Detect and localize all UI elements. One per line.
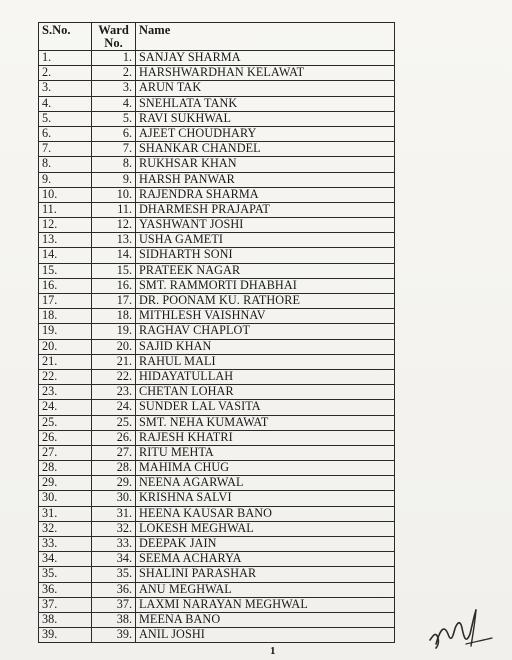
header-name: Name xyxy=(136,23,395,51)
cell-ward-no: 32. xyxy=(92,521,136,536)
cell-sno: 29. xyxy=(39,476,92,491)
table-body xyxy=(39,51,395,643)
cell-name: LAXMI NARAYAN MEGHWAL xyxy=(136,597,395,612)
cell-sno: 13. xyxy=(39,233,92,248)
table-row xyxy=(39,597,395,612)
cell-name: NEENA AGARWAL xyxy=(136,476,395,491)
cell-ward-no: 35. xyxy=(92,567,136,582)
cell-sno: 15. xyxy=(39,263,92,278)
cell-ward-no: 4. xyxy=(92,96,136,111)
cell-name: CHETAN LOHAR xyxy=(136,385,395,400)
cell-sno: 1. xyxy=(39,51,92,66)
header-ward-no xyxy=(92,23,136,51)
cell-ward-no: 15. xyxy=(92,263,136,278)
cell-ward-no: 19. xyxy=(92,324,136,339)
cell-sno: 25. xyxy=(39,415,92,430)
table-row xyxy=(39,248,395,263)
table-row xyxy=(39,430,395,445)
cell-sno: 10. xyxy=(39,187,92,202)
cell-sno: 3. xyxy=(39,81,92,96)
cell-ward-no: 31. xyxy=(92,506,136,521)
ward-members-table xyxy=(38,22,395,643)
table-row xyxy=(39,537,395,552)
cell-ward-no: 29. xyxy=(92,476,136,491)
cell-sno: 38. xyxy=(39,612,92,627)
table-row xyxy=(39,202,395,217)
table-row xyxy=(39,369,395,384)
cell-sno: 21. xyxy=(39,354,92,369)
cell-name: KRISHNA SALVI xyxy=(136,491,395,506)
table-row xyxy=(39,157,395,172)
cell-name: SMT. RAMMORTI DHABHAI xyxy=(136,278,395,293)
table-row xyxy=(39,96,395,111)
cell-name: DEEPAK JAIN xyxy=(136,537,395,552)
cell-ward-no: 36. xyxy=(92,582,136,597)
table-row xyxy=(39,461,395,476)
cell-name: USHA GAMETI xyxy=(136,233,395,248)
cell-ward-no: 3. xyxy=(92,81,136,96)
header-ward-line2: No. xyxy=(104,36,123,50)
cell-ward-no: 30. xyxy=(92,491,136,506)
cell-name: HARSH PANWAR xyxy=(136,172,395,187)
table-row xyxy=(39,567,395,582)
cell-sno: 30. xyxy=(39,491,92,506)
cell-ward-no: 27. xyxy=(92,445,136,460)
cell-name: SHANKAR CHANDEL xyxy=(136,142,395,157)
table-row xyxy=(39,111,395,126)
cell-ward-no: 10. xyxy=(92,187,136,202)
cell-sno: 2. xyxy=(39,66,92,81)
cell-sno: 20. xyxy=(39,339,92,354)
cell-sno: 36. xyxy=(39,582,92,597)
table-row xyxy=(39,233,395,248)
table-row xyxy=(39,612,395,627)
cell-name: YASHWANT JOSHI xyxy=(136,218,395,233)
cell-name: SEEMA ACHARYA xyxy=(136,552,395,567)
table-row xyxy=(39,263,395,278)
cell-name: ARUN TAK xyxy=(136,81,395,96)
cell-ward-no: 14. xyxy=(92,248,136,263)
cell-name: HARSHWARDHAN KELAWAT xyxy=(136,66,395,81)
cell-name: DR. POONAM KU. RATHORE xyxy=(136,294,395,309)
page-number: 1 xyxy=(270,645,276,657)
cell-ward-no: 39. xyxy=(92,628,136,643)
cell-ward-no: 5. xyxy=(92,111,136,126)
cell-name: AJEET CHOUDHARY xyxy=(136,126,395,141)
table-row xyxy=(39,324,395,339)
header-sno: S.No. xyxy=(39,23,92,51)
cell-name: LOKESH MEGHWAL xyxy=(136,521,395,536)
cell-ward-no: 6. xyxy=(92,126,136,141)
cell-sno: 12. xyxy=(39,218,92,233)
cell-sno: 18. xyxy=(39,309,92,324)
table-row xyxy=(39,278,395,293)
cell-ward-no: 17. xyxy=(92,294,136,309)
cell-name: SAJID KHAN xyxy=(136,339,395,354)
table-row xyxy=(39,187,395,202)
table-row xyxy=(39,81,395,96)
cell-name: RITU MEHTA xyxy=(136,445,395,460)
cell-ward-no: 21. xyxy=(92,354,136,369)
cell-sno: 23. xyxy=(39,385,92,400)
cell-name: HEENA KAUSAR BANO xyxy=(136,506,395,521)
table-row xyxy=(39,400,395,415)
cell-name: SMT. NEHA KUMAWAT xyxy=(136,415,395,430)
cell-sno: 8. xyxy=(39,157,92,172)
cell-ward-no: 16. xyxy=(92,278,136,293)
cell-name: ANU MEGHWAL xyxy=(136,582,395,597)
table-row xyxy=(39,126,395,141)
table-row xyxy=(39,582,395,597)
cell-name: RUKHSAR KHAN xyxy=(136,157,395,172)
cell-name: RAJENDRA SHARMA xyxy=(136,187,395,202)
cell-sno: 33. xyxy=(39,537,92,552)
cell-sno: 35. xyxy=(39,567,92,582)
cell-sno: 14. xyxy=(39,248,92,263)
cell-ward-no: 2. xyxy=(92,66,136,81)
table-row xyxy=(39,354,395,369)
cell-ward-no: 11. xyxy=(92,202,136,217)
cell-name: RAGHAV CHAPLOT xyxy=(136,324,395,339)
cell-name: SANJAY SHARMA xyxy=(136,51,395,66)
table-row xyxy=(39,309,395,324)
cell-sno: 17. xyxy=(39,294,92,309)
cell-ward-no: 37. xyxy=(92,597,136,612)
cell-name: SIDHARTH SONI xyxy=(136,248,395,263)
table-row xyxy=(39,172,395,187)
cell-sno: 27. xyxy=(39,445,92,460)
cell-ward-no: 22. xyxy=(92,369,136,384)
cell-ward-no: 23. xyxy=(92,385,136,400)
cell-name: MITHLESH VAISHNAV xyxy=(136,309,395,324)
cell-ward-no: 38. xyxy=(92,612,136,627)
table-row xyxy=(39,491,395,506)
cell-sno: 5. xyxy=(39,111,92,126)
cell-name: RAHUL MALI xyxy=(136,354,395,369)
table-row xyxy=(39,445,395,460)
table-row xyxy=(39,339,395,354)
cell-ward-no: 7. xyxy=(92,142,136,157)
cell-sno: 34. xyxy=(39,552,92,567)
cell-name: SHALINI PARASHAR xyxy=(136,567,395,582)
table-row xyxy=(39,506,395,521)
cell-sno: 39. xyxy=(39,628,92,643)
cell-sno: 26. xyxy=(39,430,92,445)
cell-ward-no: 25. xyxy=(92,415,136,430)
cell-name: SUNDER LAL VASITA xyxy=(136,400,395,415)
cell-ward-no: 26. xyxy=(92,430,136,445)
cell-sno: 9. xyxy=(39,172,92,187)
cell-name: PRATEEK NAGAR xyxy=(136,263,395,278)
table-row xyxy=(39,552,395,567)
cell-sno: 19. xyxy=(39,324,92,339)
cell-name: SNEHLATA TANK xyxy=(136,96,395,111)
cell-ward-no: 34. xyxy=(92,552,136,567)
cell-sno: 11. xyxy=(39,202,92,217)
table-row xyxy=(39,51,395,66)
table-row xyxy=(39,415,395,430)
cell-ward-no: 12. xyxy=(92,218,136,233)
cell-name: RAVI SUKHWAL xyxy=(136,111,395,126)
cell-ward-no: 33. xyxy=(92,537,136,552)
table-row xyxy=(39,294,395,309)
cell-sno: 37. xyxy=(39,597,92,612)
cell-sno: 31. xyxy=(39,506,92,521)
table-row xyxy=(39,628,395,643)
cell-ward-no: 24. xyxy=(92,400,136,415)
cell-name: MAHIMA CHUG xyxy=(136,461,395,476)
cell-sno: 16. xyxy=(39,278,92,293)
table-row xyxy=(39,476,395,491)
header-ward-line1: Ward xyxy=(98,23,129,37)
cell-ward-no: 13. xyxy=(92,233,136,248)
cell-ward-no: 1. xyxy=(92,51,136,66)
cell-sno: 28. xyxy=(39,461,92,476)
cell-name: HIDAYATULLAH xyxy=(136,369,395,384)
cell-name: MEENA BANO xyxy=(136,612,395,627)
cell-sno: 7. xyxy=(39,142,92,157)
handwritten-signature-icon xyxy=(426,604,496,652)
cell-ward-no: 8. xyxy=(92,157,136,172)
cell-sno: 6. xyxy=(39,126,92,141)
cell-name: RAJESH KHATRI xyxy=(136,430,395,445)
cell-name: ANIL JOSHI xyxy=(136,628,395,643)
cell-ward-no: 28. xyxy=(92,461,136,476)
cell-ward-no: 20. xyxy=(92,339,136,354)
cell-ward-no: 9. xyxy=(92,172,136,187)
cell-ward-no: 18. xyxy=(92,309,136,324)
table-row xyxy=(39,142,395,157)
table-row xyxy=(39,218,395,233)
table-header-row xyxy=(39,23,395,51)
cell-name: DHARMESH PRAJAPAT xyxy=(136,202,395,217)
cell-sno: 4. xyxy=(39,96,92,111)
cell-sno: 24. xyxy=(39,400,92,415)
table-row xyxy=(39,66,395,81)
cell-sno: 22. xyxy=(39,369,92,384)
table-row xyxy=(39,385,395,400)
table-row xyxy=(39,521,395,536)
cell-sno: 32. xyxy=(39,521,92,536)
